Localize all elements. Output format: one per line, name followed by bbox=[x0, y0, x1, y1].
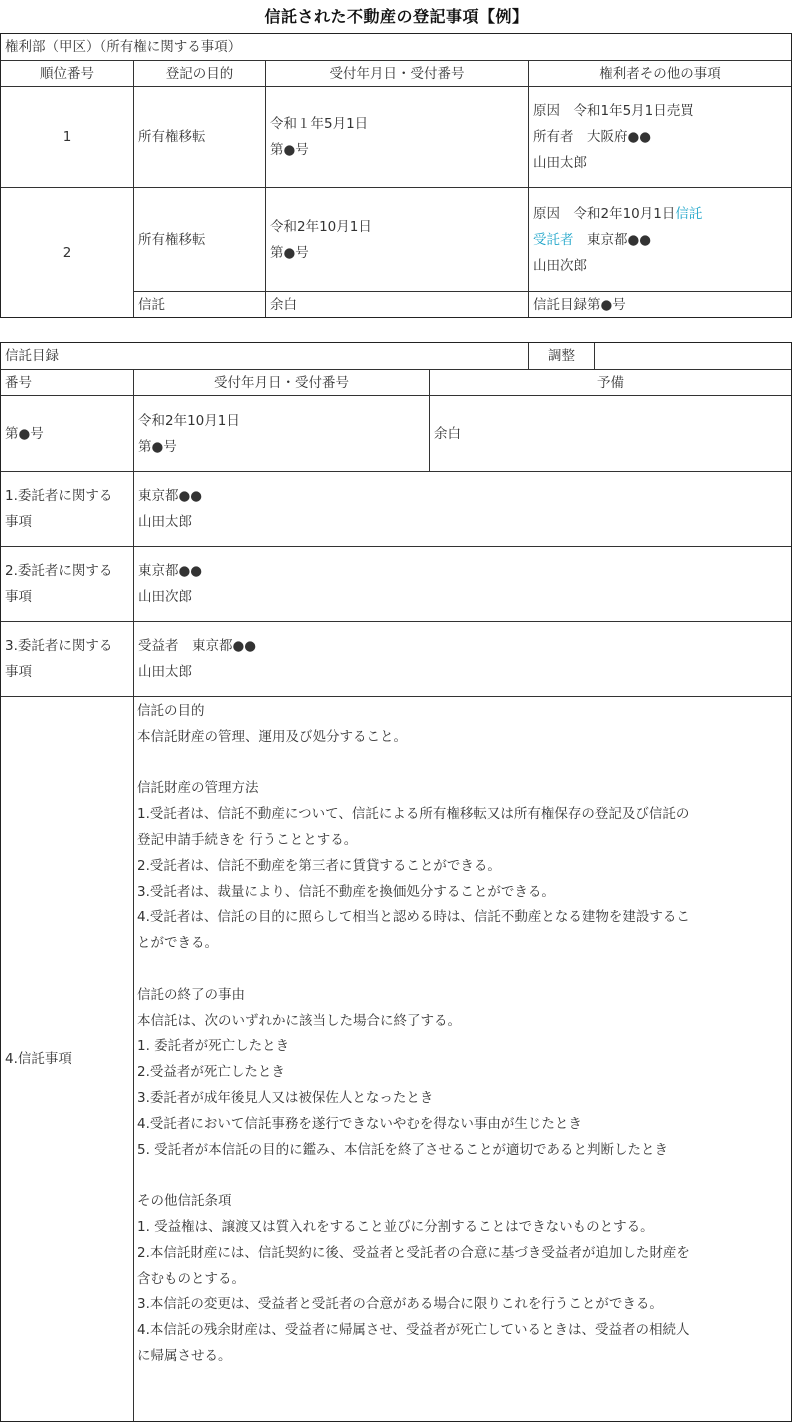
trust-matters-text bbox=[137, 699, 789, 1370]
trust-line: 含むものとする。 bbox=[137, 1270, 245, 1287]
row3-reception: 余白 bbox=[265, 291, 528, 317]
row2-purpose: 所有権移転 bbox=[133, 187, 265, 291]
item1-address: 東京都●● bbox=[138, 488, 203, 504]
row2-rights-cause-trust: 信託 bbox=[675, 205, 703, 222]
header-rights: 権利者その他の事項 bbox=[528, 60, 791, 86]
row2-rights-trustee-address: 東京都●● bbox=[573, 231, 652, 248]
row2-rights-name: 山田次郎 bbox=[533, 257, 587, 274]
item2-name: 山田次郎 bbox=[138, 589, 192, 605]
row3-purpose: 信託 bbox=[133, 291, 265, 317]
trust-line: 信託財産の管理方法 bbox=[137, 780, 259, 797]
trust-line: 1. 委託者が死亡したとき bbox=[137, 1038, 290, 1055]
trust-line bbox=[137, 957, 789, 983]
trust-line: とができる。 bbox=[137, 935, 218, 952]
item3-label-line1: 3.委託者に関する bbox=[5, 638, 113, 654]
item3-beneficiary: 受益者 東京都●● bbox=[138, 638, 257, 654]
row2-reception-number: 第●号 bbox=[270, 244, 309, 261]
trust-line: 2.本信託財産には、信託契約に後、受益者と受託者の合意に基づき受益者が追加した財産を bbox=[137, 1244, 690, 1261]
trust-line bbox=[137, 751, 789, 777]
header-reserve: 予備 bbox=[429, 369, 791, 395]
row1-purpose: 所有権移転 bbox=[133, 86, 265, 187]
item3-label-line2: 事項 bbox=[5, 664, 32, 680]
trust-line: 1.受託者は、信託不動産について、信託による所有権移転又は所有権保存の登記及び信託の bbox=[137, 806, 690, 823]
trust-line: 本信託財産の管理、運用及び処分すること。 bbox=[137, 728, 407, 745]
row2-reception-date: 令和2年10月1日 bbox=[270, 218, 372, 235]
row3-rights: 信託目録第●号 bbox=[528, 291, 791, 317]
trust-line: に帰属させる。 bbox=[137, 1347, 232, 1364]
item3-content bbox=[133, 621, 791, 696]
item2-label-line1: 2.委託者に関する bbox=[5, 563, 113, 579]
page-title: 信託された不動産の登記事項【例】 bbox=[264, 7, 529, 26]
row1-rank: 1 bbox=[1, 86, 133, 187]
item1-label bbox=[1, 471, 133, 546]
item2-address: 東京都●● bbox=[138, 563, 203, 579]
row2-rights-trustee-label: 受託者 bbox=[533, 231, 574, 248]
adjust-label: 調整 bbox=[528, 343, 594, 369]
row2-rights-cause: 原因 令和2年10月1日 bbox=[533, 205, 676, 222]
item1-label-line1: 1.委託者に関する bbox=[5, 488, 113, 504]
trust-line: その他信託条項 bbox=[137, 1193, 232, 1210]
trust-line: 5. 受託者が本信託の目的に鑑み、本信託を終了させることが適切であると判断したとき bbox=[137, 1141, 668, 1158]
trust-line: 3.本信託の変更は、受益者と受託者の合意がある場合に限りこれを行うことができる。 bbox=[137, 1296, 663, 1313]
header-rank: 順位番号 bbox=[1, 60, 133, 86]
row1-reception-date: 令和１年5月1日 bbox=[270, 116, 369, 132]
item2-content bbox=[133, 546, 791, 621]
item1-name: 山田太郎 bbox=[138, 514, 192, 530]
trust-line: 本信託は、次のいずれかに該当した場合に終了する。 bbox=[137, 1012, 461, 1029]
kouku-section-label: 権利部（甲区）（所有権に関する事項） bbox=[5, 39, 242, 55]
row1-reception bbox=[265, 86, 528, 187]
header-reception: 受付年月日・受付番号 bbox=[265, 60, 528, 86]
item2-label bbox=[1, 546, 133, 621]
item2-label-line2: 事項 bbox=[5, 589, 32, 605]
row1-rights-owner: 所有者 大阪府●● bbox=[533, 129, 652, 145]
header-number: 番号 bbox=[1, 369, 133, 395]
row1-rights-cause: 原因 令和1年5月1日売買 bbox=[533, 103, 694, 119]
mokuroku-reception bbox=[133, 395, 429, 471]
trust-line: 4.本信託の残余財産は、受益者に帰属させ、受益者が死亡しているときは、受益者の相続人 bbox=[137, 1322, 690, 1339]
trust-line: 信託の終了の事由 bbox=[137, 986, 245, 1003]
mokuroku-number: 第●号 bbox=[1, 395, 133, 471]
mokuroku-section-label: 信託目録 bbox=[5, 348, 59, 364]
header-reception: 受付年月日・受付番号 bbox=[133, 369, 429, 395]
row2-rank: 2 bbox=[1, 187, 133, 317]
trust-line: 3.受託者は、裁量により、信託不動産を換価処分することができる。 bbox=[137, 883, 555, 900]
row2-rights bbox=[528, 187, 791, 291]
trust-line: 4.受託者は、信託の目的に照らして相当と認める時は、信託不動産となる建物を建設するこ bbox=[137, 909, 690, 926]
item1-label-line2: 事項 bbox=[5, 514, 32, 530]
trust-matters-label: 4.信託事項 bbox=[1, 696, 133, 1421]
row2-reception bbox=[265, 187, 528, 291]
header-purpose: 登記の目的 bbox=[133, 60, 265, 86]
trust-line bbox=[137, 1163, 789, 1189]
row1-rights bbox=[528, 86, 791, 187]
item3-label bbox=[1, 621, 133, 696]
trust-line: 3.委託者が成年後見人又は被保佐人となったとき bbox=[137, 1089, 434, 1106]
mokuroku-reception-number: 第●号 bbox=[138, 438, 177, 455]
row1-reception-number: 第●号 bbox=[270, 142, 309, 158]
trust-line: 4.受託者において信託事務を遂行できないやむを得ない事由が生じたとき bbox=[137, 1115, 582, 1132]
mokuroku-reception-date: 令和2年10月1日 bbox=[138, 412, 240, 429]
adjust-value bbox=[594, 343, 791, 369]
row1-rights-name: 山田太郎 bbox=[533, 155, 587, 171]
mokuroku-reserve: 余白 bbox=[429, 395, 791, 471]
trust-line: 1. 受益権は、譲渡又は質入れをすること並びに分割することはできないものとする。 bbox=[137, 1218, 654, 1235]
item1-content bbox=[133, 471, 791, 546]
trust-line: 登記申請手続きを 行うこととする。 bbox=[137, 831, 358, 848]
trust-line: 2.受益者が死亡したとき bbox=[137, 1064, 285, 1081]
trust-line: 2.受託者は、信託不動産を第三者に賃貸することができる。 bbox=[137, 857, 501, 874]
trust-line: 信託の目的 bbox=[137, 703, 205, 719]
item3-name: 山田太郎 bbox=[138, 664, 192, 680]
kouku-table bbox=[0, 33, 792, 318]
